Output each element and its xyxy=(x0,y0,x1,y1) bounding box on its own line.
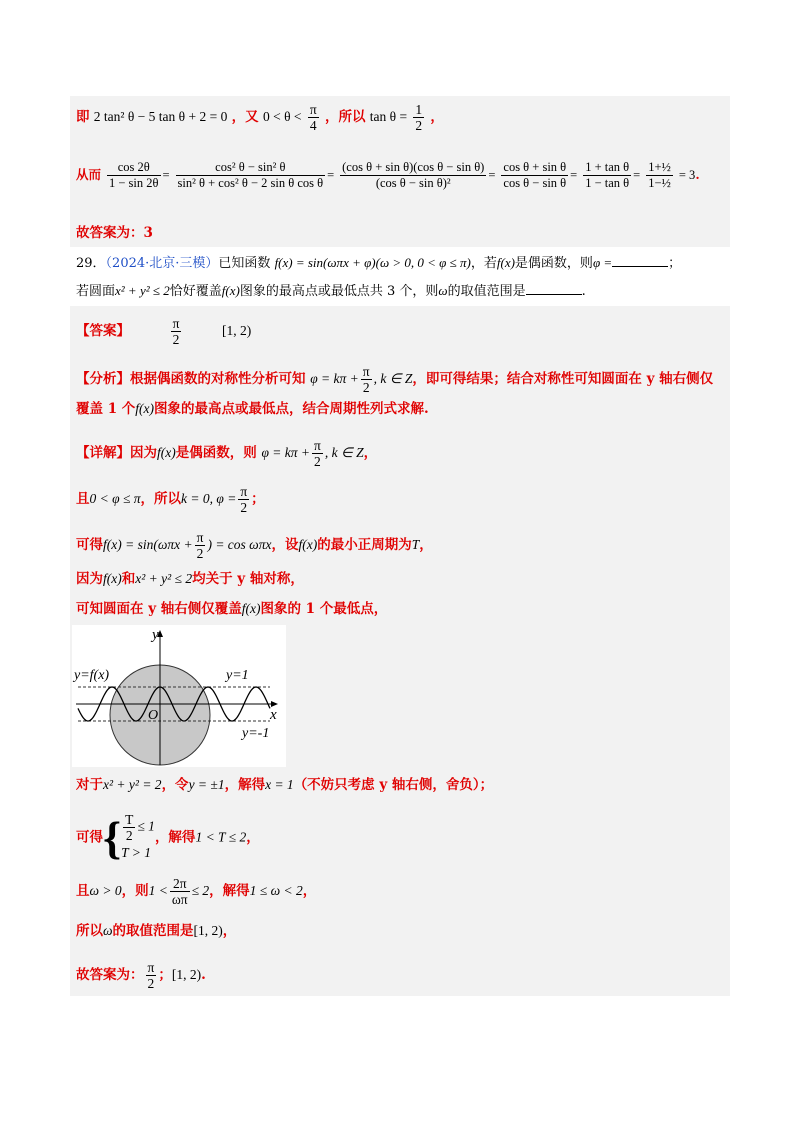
detail-line-8: 且ω > 0，则1 < $\frac{2\pi}{\omega\pi}$ ≤ 2，解得1 ≤ ω < 2， xyxy=(76,876,317,907)
label-fx: y=f(x) xyxy=(74,668,110,683)
problem-line-1: 29．（2024·北京·三模）已知函数 f(x) = sin(ωπx + φ)(ω > 0, 0 < φ ≤ π)，若f(x)是偶函数，则φ = ； xyxy=(76,255,682,271)
answer-blank-2[interactable] xyxy=(526,282,582,295)
detail-line-5: 可知圆面在 y 轴右侧仅覆盖f(x)图象的 1 个最低点， xyxy=(76,601,388,617)
analysis-line-2: 覆盖 1 个f(x)图象的最高点或最低点，结合周期性列式求解. xyxy=(76,401,429,417)
problem-line-2: 若圆面x² + y² ≤ 2恰好覆盖f(x)图象的最高点或最低点共 3 个，则ω的取值范围是 . xyxy=(76,283,586,299)
prev-line-1: 即 2 tan² θ − 5 tan θ + 2 = 0 ，又 0 < θ < $\frac{\pi}{4}$ ，所以 tan θ = $\frac{1}{2}$ ， xyxy=(76,102,444,133)
detail-line-10: 故答案为： $\frac{\pi}{2}$ ；[1, 2). xyxy=(76,960,206,991)
answer-line: 【答案】 $\frac{\pi}{2}$ [1, 2) xyxy=(76,316,252,347)
prev-answer: 故答案为：3 xyxy=(76,225,153,241)
detail-line-3: 可得f(x) = sin(ωπx + $\frac{\pi}{2}$ ) = cos ωπx，设f(x)的最小正周期为T， xyxy=(76,530,433,561)
cases-brace: { xyxy=(103,811,122,863)
graph-svg xyxy=(72,625,286,767)
prev-line-2: 从而 $\frac{\cos 2\theta}{1 - \sin 2\theta}$ = $\frac{\text{cos² θ − sin² θ}}{\text{sin² θ + cos² θ − 2 sin θ cos θ}}$ = $\frac{\text{(cos θ + sin θ)(cos θ − sin θ)}}{\text{(cos θ − sin θ)²}}$ = $\frac{\text{cos θ + sin θ}}{\text{cos θ − sin θ}}$ = $\frac{\text{1 + tan θ}}{\text{1 − tan θ}}$ = $\frac{\text{1+½}}{\text{1−½}}$ = 3. xyxy=(76,160,700,190)
label-origin: O xyxy=(148,708,159,723)
label-y: y xyxy=(152,627,159,643)
detail-line-4: 因为f(x)和x² + y² ≤ 2均关于 y 轴对称， xyxy=(76,571,304,587)
detail-line-2: 且0 < φ ≤ π，所以k = 0, φ = $\frac{\pi}{2}$ ； xyxy=(76,484,265,515)
analysis-line-1: 【分析】根据偶函数的对称性分析可知 φ = kπ + $\frac{\pi}{2}$ , k ∈ Z，即可得结果；结合对称性可知圆面在 y 轴右侧仅 xyxy=(76,364,714,395)
detail-line-1: 【详解】因为f(x)是偶函数，则 φ = kπ + $\frac{\pi}{2}$ , k ∈ Z， xyxy=(76,438,378,469)
problem-source: （2024·北京·三模） xyxy=(105,256,219,271)
label-x: x xyxy=(270,707,277,723)
label-ym1: y=-1 xyxy=(242,726,270,741)
graph-figure xyxy=(72,625,286,767)
detail-line-6: 对于x² + y² = 2，令y = ±1，解得x = 1（不妨只考虑 y 轴右侧，舍负）； xyxy=(76,777,494,793)
label-y1: y=1 xyxy=(226,668,249,683)
detail-line-9: 所以ω的取值范围是[1, 2)， xyxy=(76,923,237,939)
detail-line-7: 可得{ $\frac{T}{2}$ ≤ 1 T > 1 ，解得1 < T ≤ 2， xyxy=(76,811,260,863)
answer-blank-1[interactable] xyxy=(612,254,668,267)
